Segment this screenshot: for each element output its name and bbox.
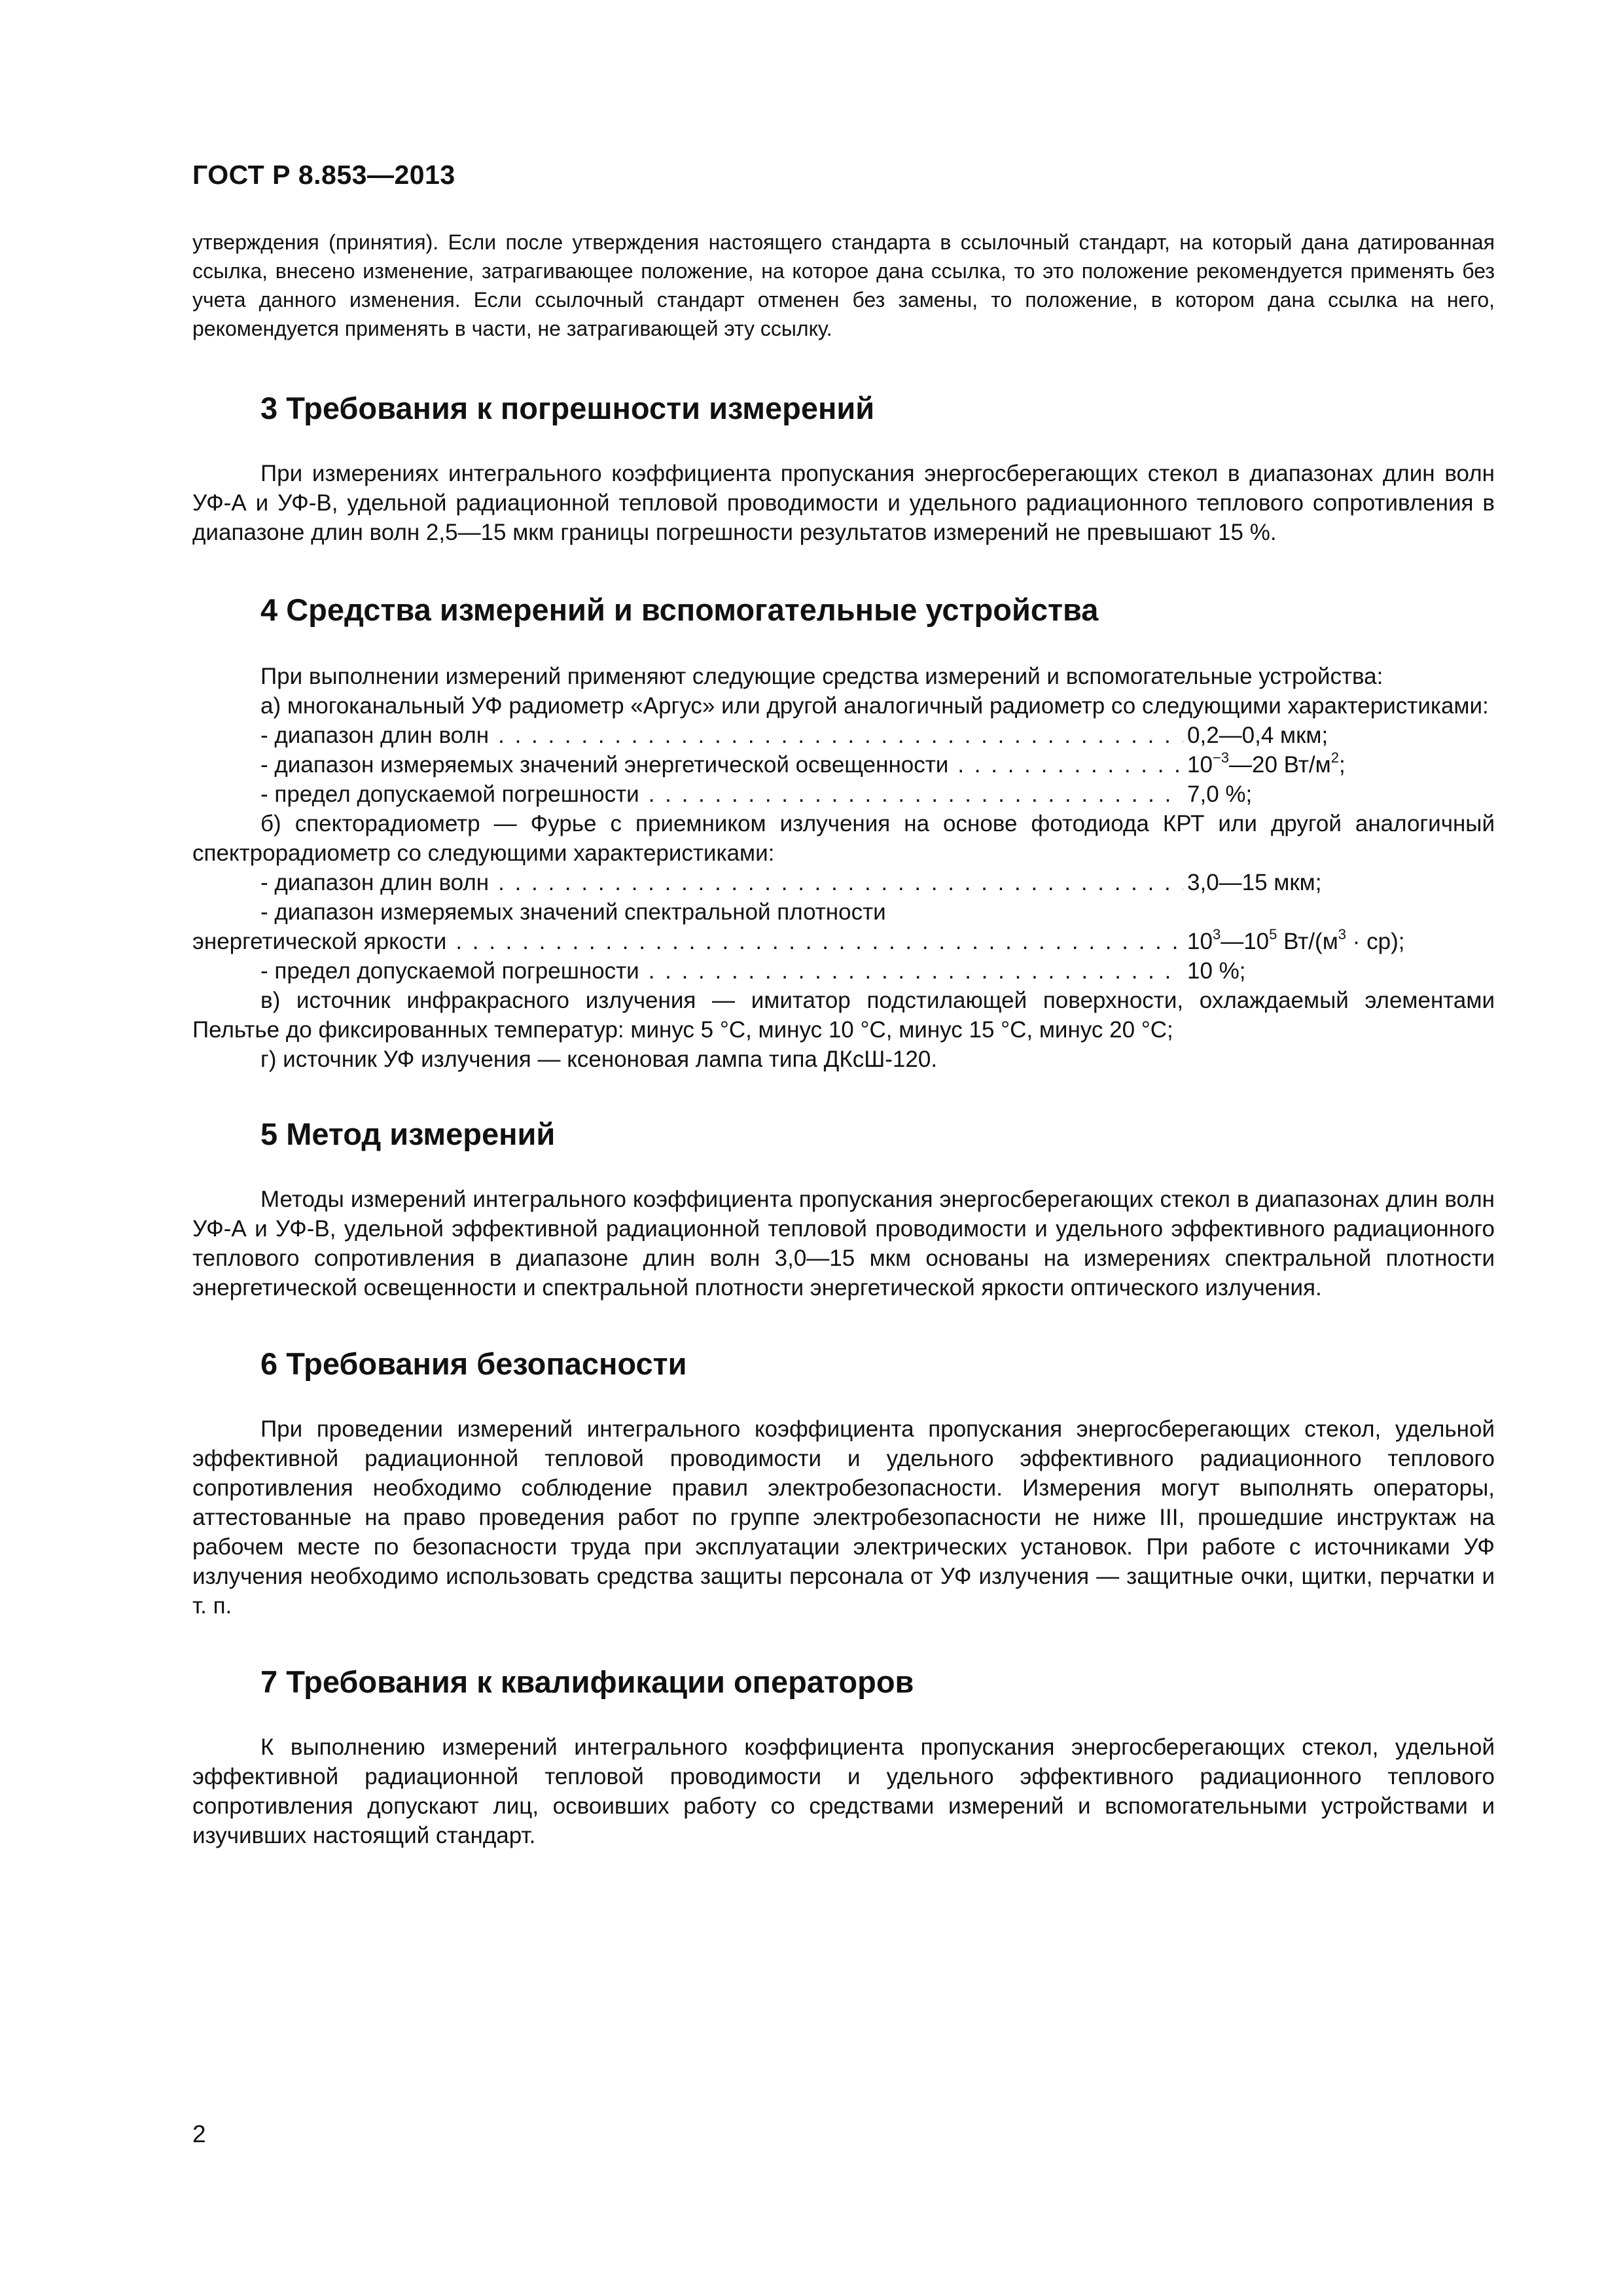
leader-dots (498, 721, 1183, 750)
item-g: г) источник УФ излучения — ксеноновая лампа типа ДКсШ-120. (260, 1047, 938, 1072)
item-b: б) спекторадиометр — Фурье с приемником излучения на основе фотодиода КРТ или другой аналогичный спектрорадиометр со следующими характеристиками: (192, 811, 1495, 866)
spec-value: 10 %; (1187, 958, 1246, 984)
spec-row (192, 721, 1495, 750)
leader-dots (957, 750, 1183, 780)
leader-dots (455, 927, 1183, 956)
section-7-text: К выполнению измерений интегрального коэффициента пропускания энергосберегающих стекол, удельной эффективной радиационной тепловой проводимости и удельного эффективного радиационного теплового сопротивления допускают лиц, освоивших работу со средствами измерений и вспомогательными устройствами и изучивших настоящий стандарт. (192, 1734, 1495, 1848)
section-6-text: При проведении измерений интегрального коэффициента пропускания энергосберегающих стекол, удельной эффективной радиационной тепловой проводимости и удельного эффективного радиационного теплового сопротивления необходимо соблюдение правил электробезопасности. Измерения могут выполнять операторы, аттестованные на право проведения работ по группе электробезопасности не ниже III, прошедшие инструктаж на рабочем месте по безопасности труда при эксплуатации электрических установок. При работе с источниками УФ излучения необходимо использовать средства защиты персонала от УФ излучения — защитные очки, щитки, перчатки и т. п. (192, 1416, 1495, 1619)
document-header: ГОСТ Р 8.853—2013 (192, 160, 455, 190)
spec-label: энергетической яркости (192, 929, 447, 954)
spec-value: $10^3—10^5$ $Вт/(м^3 \cdot ср)$; (1187, 926, 1405, 954)
section-3-text: При измерениях интегрального коэффициента пропускания энергосберегающих стекол в диапазонах длин волн УФ-А и УФ-В, удельной радиационной тепловой проводимости и удельного радиационного теплового сопротивления в диапазоне длин волн 2,5—15 мкм границы погрешности результатов измерений не превышают 15 %. (192, 461, 1495, 545)
leader-dots (649, 780, 1183, 809)
leader-dots (498, 868, 1183, 897)
spec-row (192, 868, 1495, 897)
spec-label-line: - диапазон измеряемых значений спектральной плотности (260, 899, 886, 925)
section-4-intro: При выполнении измерений применяют следующие средства измерений и вспомогательные устройства: (260, 664, 1383, 689)
section-5-text: Методы измерений интегрального коэффициента пропускания энергосберегающих стекол в диапазонах длин волн УФ-А и УФ-В, удельной эффективной радиационной тепловой проводимости и удельного эффективного радиационного теплового сопротивления в диапазоне длин волн 3,0—15 мкм основаны на измерениях спектральной плотности энергетической освещенности и спектральной плотности энергетической яркости оптического излучения. (192, 1187, 1495, 1300)
spec-value: 7,0 %; (1187, 781, 1253, 807)
item-v: в) источник инфракрасного излучения — имитатор подстилающей поверхности, охлаждаемый элементами Пельтье до фиксированных температур: минус 5 °С, минус 10 °С, минус 15 °С, минус 20 °С; (192, 988, 1495, 1043)
section-4-title: 4 Средства измерений и вспомогательные устройства (260, 592, 1099, 627)
spec-label: - предел допускаемой погрешности (260, 781, 639, 807)
page-content (192, 228, 1495, 1850)
spec-label: - предел допускаемой погрешности (260, 958, 639, 984)
spec-row (192, 750, 1495, 780)
section-3-title: 3 Требования к погрешности измерений (260, 391, 875, 425)
spec-label: - диапазон длин волн (260, 723, 490, 748)
section-6-title: 6 Требования безопасности (260, 1346, 687, 1381)
spec-label: - диапазон длин волн (260, 870, 490, 895)
page-number: 2 (192, 2121, 206, 2147)
leader-dots (649, 956, 1183, 986)
section-5-title: 5 Метод измерений (260, 1117, 556, 1151)
spec-row (192, 956, 1495, 986)
section-7-title: 7 Требования к квалификации операторов (260, 1664, 914, 1699)
spec-row (192, 780, 1495, 809)
spec-label: - диапазон измеряемых значений энергетической освещенности (260, 752, 949, 778)
spec-row (192, 927, 1495, 956)
spec-value: $10^{-3}—20$ $Вт/м^2$; (1187, 749, 1346, 778)
spec-value: 3,0—15 мкм; (1187, 870, 1322, 895)
item-a: а) многоканальный УФ радиометр «Аргус» или другой аналогичный радиометр со следующими характеристиками: (260, 693, 1489, 719)
spec-value: 0,2—0,4 мкм; (1187, 723, 1329, 748)
intro-paragraph: утверждения (принятия). Если после утверждения настоящего стандарта в ссылочный стандарт, на который дана датированная ссылка, внесено изменение, затрагивающее положение, на которое дана ссылка, то это положение рекомендуется применять без учета данного изменения. Если ссылочный стандарт отменен без замены, то положение, в котором дана ссылка на него, рекомендуется применять в части, не затрагивающей эту ссылку. (192, 230, 1495, 340)
